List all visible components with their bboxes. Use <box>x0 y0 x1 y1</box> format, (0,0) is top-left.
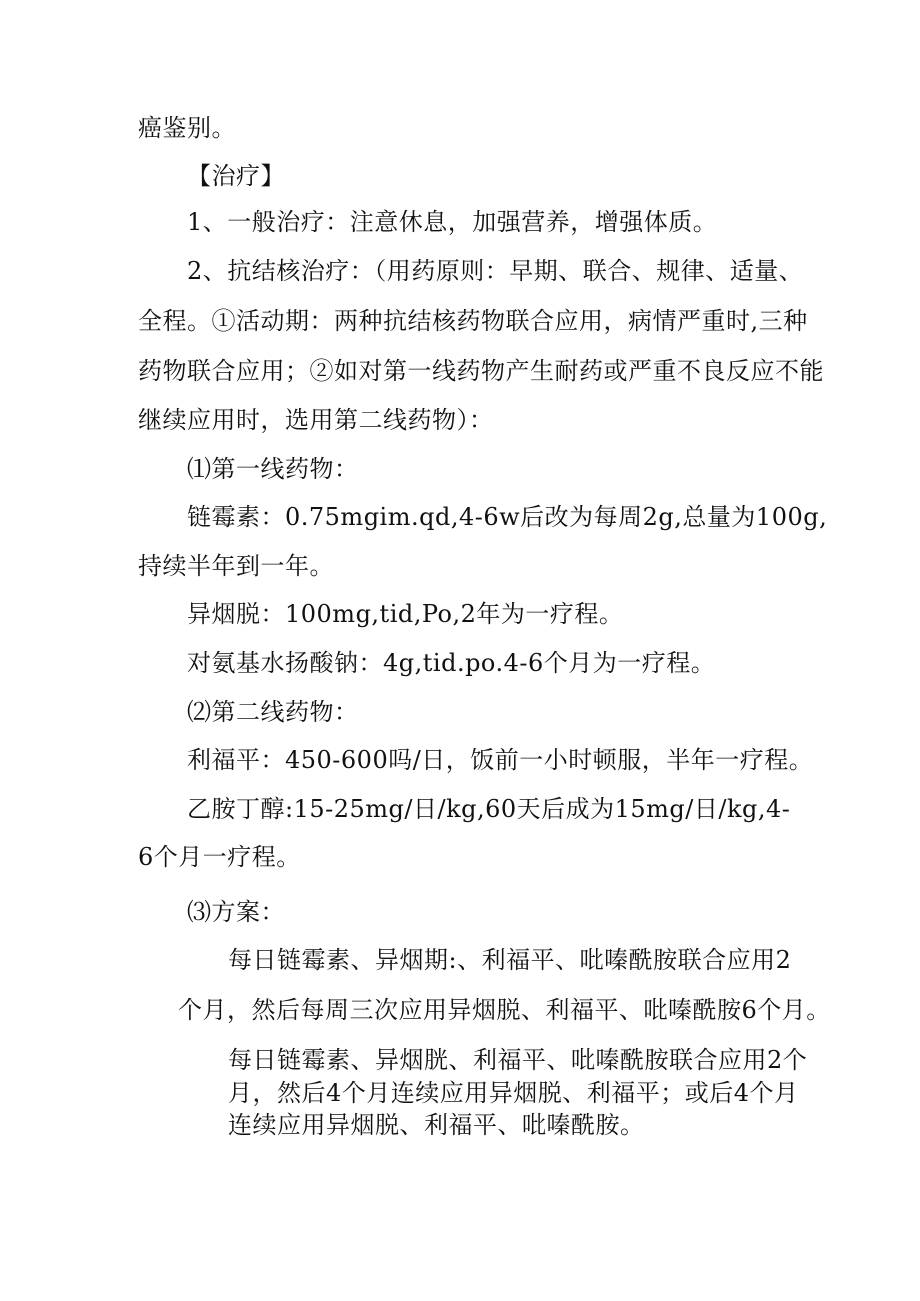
text-line-5: 全程。①活动期：两种抗结核药物联合应用，病情严重时,三种 <box>138 307 808 335</box>
section-heading-treatment: 【治疗】 <box>187 162 285 190</box>
subheading-regimen: ⑶方案： <box>187 898 285 926</box>
text-line-6: 药物联合应用；②如对第一线药物产生耐药或严重不良反应不能 <box>138 357 824 385</box>
text-line-16: 6个月一疗程。 <box>138 843 301 871</box>
text-line-9: 链霉素：0.75mgim.qd,4-6w后改为每周2g,总量为100g, <box>187 503 828 531</box>
text-line-10: 持续半年到一年。 <box>138 552 334 580</box>
text-line-19: 个月，然后每周三次应用异烟脱、利福平、吡嗪酰胺6个月。 <box>178 996 831 1024</box>
text-line-22: 连续应用异烟脱、利福平、吡嗪酰胺。 <box>228 1111 645 1139</box>
text-line-4: 2、抗结核治疗：（用药原则：早期、联合、规律、适量、 <box>187 257 804 285</box>
text-line-3: 1、一般治疗：注意休息，加强营养，增强体质。 <box>187 208 718 236</box>
text-line-14: 利福平：450-600吗/日，饭前一小时顿服，半年一疗程。 <box>187 746 814 774</box>
text-line-1: 癌鉴别。 <box>138 114 236 142</box>
text-line-20: 每日链霉素、异烟胱、利福平、吡嗪酰胺联合应用2个 <box>228 1046 808 1074</box>
text-line-7: 继续应用时，选用第二线药物）： <box>138 406 494 434</box>
text-line-12: 对氨基水扬酸钠：4g,tid.po.4-6个月为一疗程。 <box>187 649 716 677</box>
text-line-18: 每日链霉素、异烟期:、利福平、吡嗪酰胺联合应用2 <box>228 946 792 974</box>
text-line-21: 月，然后4个月连续应用异烟脱、利福平；或后4个月 <box>228 1079 799 1107</box>
subheading-first-line-drugs: ⑴第一线药物： <box>187 455 359 483</box>
text-line-11: 异烟脱：100mg,tid,Po,2年为一疗程。 <box>187 600 624 628</box>
subheading-second-line-drugs: ⑵第二线药物： <box>187 698 359 726</box>
text-line-15: 乙胺丁醇:15-25mg/日/kg,60天后成为15mg/日/kg,4- <box>187 795 791 823</box>
